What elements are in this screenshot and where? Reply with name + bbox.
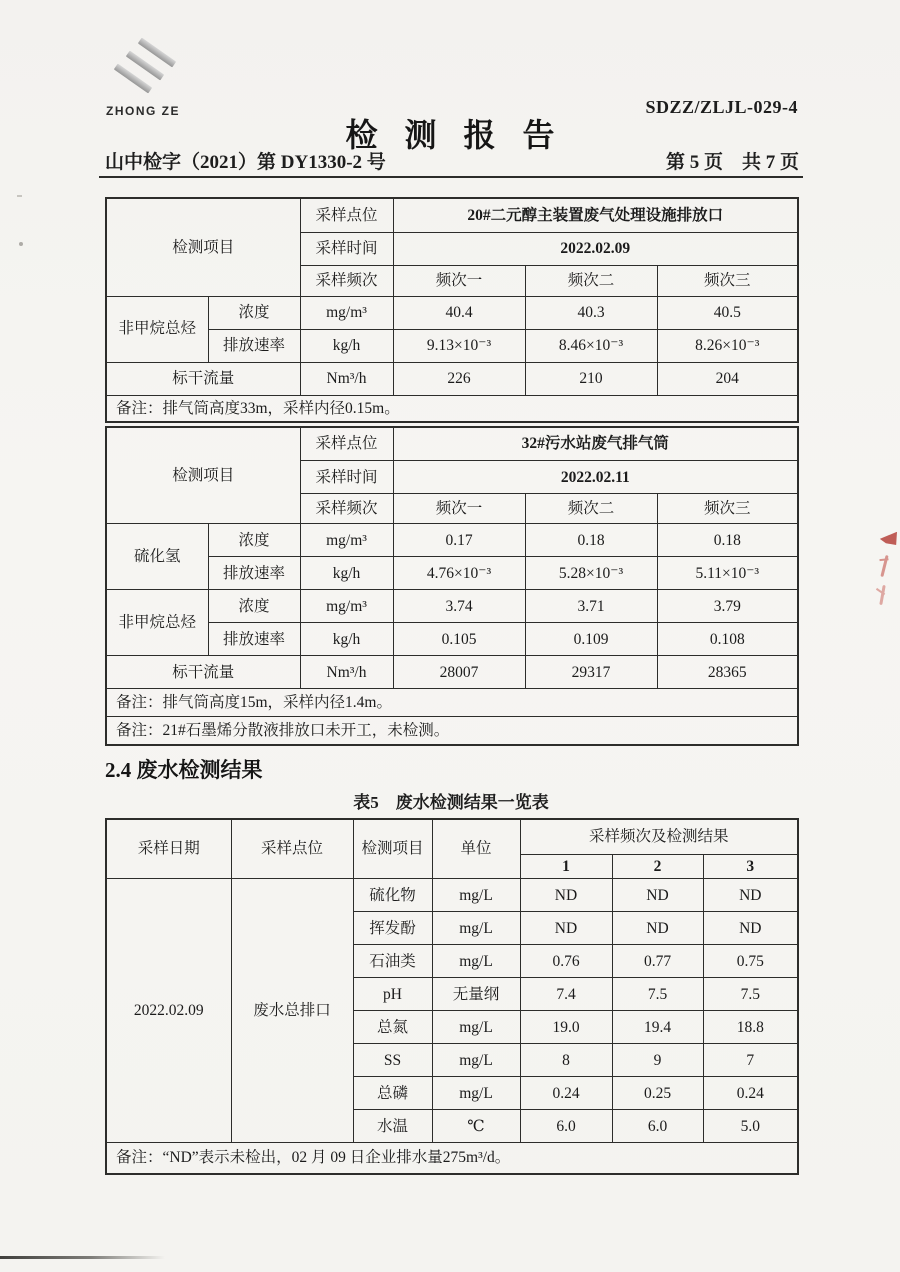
point-value-cell: 20#二元醇主装置废气处理设施排放口 xyxy=(393,198,798,232)
item-cell: 挥发酚 xyxy=(353,912,432,945)
value-cell: 0.108 xyxy=(657,623,798,656)
value-cell: 19.4 xyxy=(612,1011,703,1044)
value-cell: 0.109 xyxy=(525,623,657,656)
value-cell: 5.11×10⁻³ xyxy=(657,557,798,590)
value-cell: 5.28×10⁻³ xyxy=(525,557,657,590)
table-row xyxy=(106,427,798,461)
table-note: 备注：21#石墨烯分散液排放口未开工，未检测。 xyxy=(106,717,798,745)
freq-col-1: 1 xyxy=(520,855,612,879)
results-header-cell: 采样频次及检测结果 xyxy=(520,819,798,855)
scan-speck xyxy=(17,195,22,197)
value-cell: 7 xyxy=(703,1044,798,1077)
value-cell: 29317 xyxy=(525,656,657,689)
value-cell: 7.5 xyxy=(612,978,703,1011)
value-cell: 7.5 xyxy=(703,978,798,1011)
freq-col-3: 3 xyxy=(703,855,798,879)
value-cell: 0.24 xyxy=(703,1077,798,1110)
pollutant-name-cell: 硫化氢 xyxy=(106,524,208,590)
item-header-cell: 检测项目 xyxy=(106,427,300,524)
value-cell: 3.71 xyxy=(525,590,657,623)
table-row xyxy=(106,590,798,623)
point-header-cell: 采样点位 xyxy=(231,819,353,879)
item-cell: SS xyxy=(353,1044,432,1077)
value-cell: ND xyxy=(612,879,703,912)
value-cell: 18.8 xyxy=(703,1011,798,1044)
value-cell: 6.0 xyxy=(612,1110,703,1143)
table-row xyxy=(106,557,798,590)
point-label-cell: 采样点位 xyxy=(300,198,393,232)
unit-cell: mg/L xyxy=(432,1044,520,1077)
value-cell: 3.79 xyxy=(657,590,798,623)
value-cell: 0.75 xyxy=(703,945,798,978)
item-cell: 总磷 xyxy=(353,1077,432,1110)
pollutant-name-cell: 非甲烷总烃 xyxy=(106,590,208,656)
freq-label-cell: 采样频次 xyxy=(300,265,393,296)
value-cell: 0.76 xyxy=(520,945,612,978)
value-cell: 40.4 xyxy=(393,296,525,329)
header-meta-row xyxy=(105,147,799,174)
unit-cell: Nm³/h xyxy=(300,362,393,395)
value-cell: ND xyxy=(703,879,798,912)
item-cell: 总氮 xyxy=(353,1011,432,1044)
scan-speck xyxy=(19,242,23,246)
wastewater-table xyxy=(105,818,799,1175)
scan-edge-artifact xyxy=(0,1256,165,1259)
freq-col-3: 频次三 xyxy=(657,265,798,296)
red-stamp-fragment xyxy=(850,527,900,617)
value-cell: ND xyxy=(703,912,798,945)
param-cell: 浓度 xyxy=(208,590,300,623)
freq-col-2: 频次二 xyxy=(525,265,657,296)
unit-cell: mg/L xyxy=(432,1077,520,1110)
time-label-cell: 采样时间 xyxy=(300,232,393,265)
time-label-cell: 采样时间 xyxy=(300,461,393,494)
table-row xyxy=(106,689,798,717)
param-cell: 排放速率 xyxy=(208,557,300,590)
freq-label-cell: 采样频次 xyxy=(300,494,393,524)
value-cell: 8.26×10⁻³ xyxy=(657,329,798,362)
value-cell: 0.25 xyxy=(612,1077,703,1110)
document-code: SDZZ/ZLJL-029-4 xyxy=(645,97,798,117)
point-value-cell: 32#污水站废气排气筒 xyxy=(393,427,798,461)
value-cell: 3.74 xyxy=(393,590,525,623)
param-cell: 浓度 xyxy=(208,296,300,329)
page-title: 检测报告 xyxy=(345,117,582,153)
table-note: 备注：“ND”表示未检出，02 月 09 日企业排水量275m³/d。 xyxy=(106,1143,798,1174)
value-cell: 210 xyxy=(525,362,657,395)
page-indicator: 第 5 页 共 7 页 xyxy=(665,152,799,173)
value-cell: 0.17 xyxy=(393,524,525,557)
unit-cell: kg/h xyxy=(300,557,393,590)
value-cell: 0.77 xyxy=(612,945,703,978)
value-cell: 40.3 xyxy=(525,296,657,329)
time-value-cell: 2022.02.09 xyxy=(393,232,798,265)
sample-date-cell: 2022.02.09 xyxy=(106,879,231,1143)
value-cell: 4.76×10⁻³ xyxy=(393,557,525,590)
table-row xyxy=(106,329,798,362)
item-header-cell: 检测项目 xyxy=(106,198,300,296)
param-cell: 浓度 xyxy=(208,524,300,557)
unit-cell: mg/L xyxy=(432,912,520,945)
table-row xyxy=(106,879,798,912)
value-cell: 0.24 xyxy=(520,1077,612,1110)
table-note: 备注：排气筒高度15m，采样内径1.4m。 xyxy=(106,689,798,717)
value-cell: 28007 xyxy=(393,656,525,689)
freq-col-3: 频次三 xyxy=(657,494,798,524)
section-heading: 2.4 废水检测结果 xyxy=(105,757,263,782)
unit-cell: kg/h xyxy=(300,329,393,362)
flow-label-cell: 标干流量 xyxy=(106,656,300,689)
value-cell: 226 xyxy=(393,362,525,395)
value-cell: 8.46×10⁻³ xyxy=(525,329,657,362)
freq-col-1: 频次一 xyxy=(393,494,525,524)
gas-table-2 xyxy=(105,426,799,746)
value-cell: 0.105 xyxy=(393,623,525,656)
unit-cell: 无量纲 xyxy=(432,978,520,1011)
unit-cell: mg/L xyxy=(432,1011,520,1044)
unit-cell: kg/h xyxy=(300,623,393,656)
table-row xyxy=(106,819,798,855)
value-cell: 28365 xyxy=(657,656,798,689)
table-note: 备注：排气筒高度33m，采样内径0.15m。 xyxy=(106,395,798,422)
date-header-cell: 采样日期 xyxy=(106,819,231,879)
unit-cell: mg/L xyxy=(432,879,520,912)
unit-cell: mg/m³ xyxy=(300,296,393,329)
value-cell: 40.5 xyxy=(657,296,798,329)
logo-stripes-icon xyxy=(106,42,196,96)
value-cell: 0.18 xyxy=(657,524,798,557)
pollutant-name-cell: 非甲烷总烃 xyxy=(106,296,208,362)
unit-cell: mg/m³ xyxy=(300,590,393,623)
table-row xyxy=(106,198,798,232)
value-cell: 0.18 xyxy=(525,524,657,557)
freq-col-2: 频次二 xyxy=(525,494,657,524)
table-row xyxy=(106,1143,798,1174)
item-cell: pH xyxy=(353,978,432,1011)
time-value-cell: 2022.02.11 xyxy=(393,461,798,494)
freq-col-1: 频次一 xyxy=(393,265,525,296)
item-cell: 硫化物 xyxy=(353,879,432,912)
flow-label-cell: 标干流量 xyxy=(106,362,300,395)
sample-point-cell: 废水总排口 xyxy=(231,879,353,1143)
table-row xyxy=(106,656,798,689)
point-label-cell: 采样点位 xyxy=(300,427,393,461)
table-row xyxy=(106,362,798,395)
value-cell: ND xyxy=(520,879,612,912)
unit-cell: mg/m³ xyxy=(300,524,393,557)
table-row xyxy=(106,623,798,656)
table-caption: 表5 废水检测结果一览表 xyxy=(353,792,549,812)
table-row xyxy=(106,395,798,422)
report-body xyxy=(105,197,797,1175)
value-cell: 7.4 xyxy=(520,978,612,1011)
unit-cell: Nm³/h xyxy=(300,656,393,689)
gas-table-1 xyxy=(105,197,799,423)
header-divider xyxy=(99,176,803,178)
table-row xyxy=(106,296,798,329)
company-logo xyxy=(106,42,216,118)
item-header-cell: 检测项目 xyxy=(353,819,432,879)
value-cell: 6.0 xyxy=(520,1110,612,1143)
param-cell: 排放速率 xyxy=(208,623,300,656)
value-cell: ND xyxy=(520,912,612,945)
value-cell: 19.0 xyxy=(520,1011,612,1044)
logo-caption: ZHONG ZE xyxy=(106,104,180,118)
table-row xyxy=(106,717,798,745)
table-row xyxy=(106,524,798,557)
value-cell: ND xyxy=(612,912,703,945)
item-cell: 水温 xyxy=(353,1110,432,1143)
param-cell: 排放速率 xyxy=(208,329,300,362)
unit-header-cell: 单位 xyxy=(432,819,520,879)
item-cell: 石油类 xyxy=(353,945,432,978)
report-number: 山中检字（2021）第 DY1330-2 号 xyxy=(105,152,386,173)
unit-cell: ℃ xyxy=(432,1110,520,1143)
unit-cell: mg/L xyxy=(432,945,520,978)
value-cell: 8 xyxy=(520,1044,612,1077)
value-cell: 9.13×10⁻³ xyxy=(393,329,525,362)
value-cell: 5.0 xyxy=(703,1110,798,1143)
value-cell: 9 xyxy=(612,1044,703,1077)
value-cell: 204 xyxy=(657,362,798,395)
freq-col-2: 2 xyxy=(612,855,703,879)
